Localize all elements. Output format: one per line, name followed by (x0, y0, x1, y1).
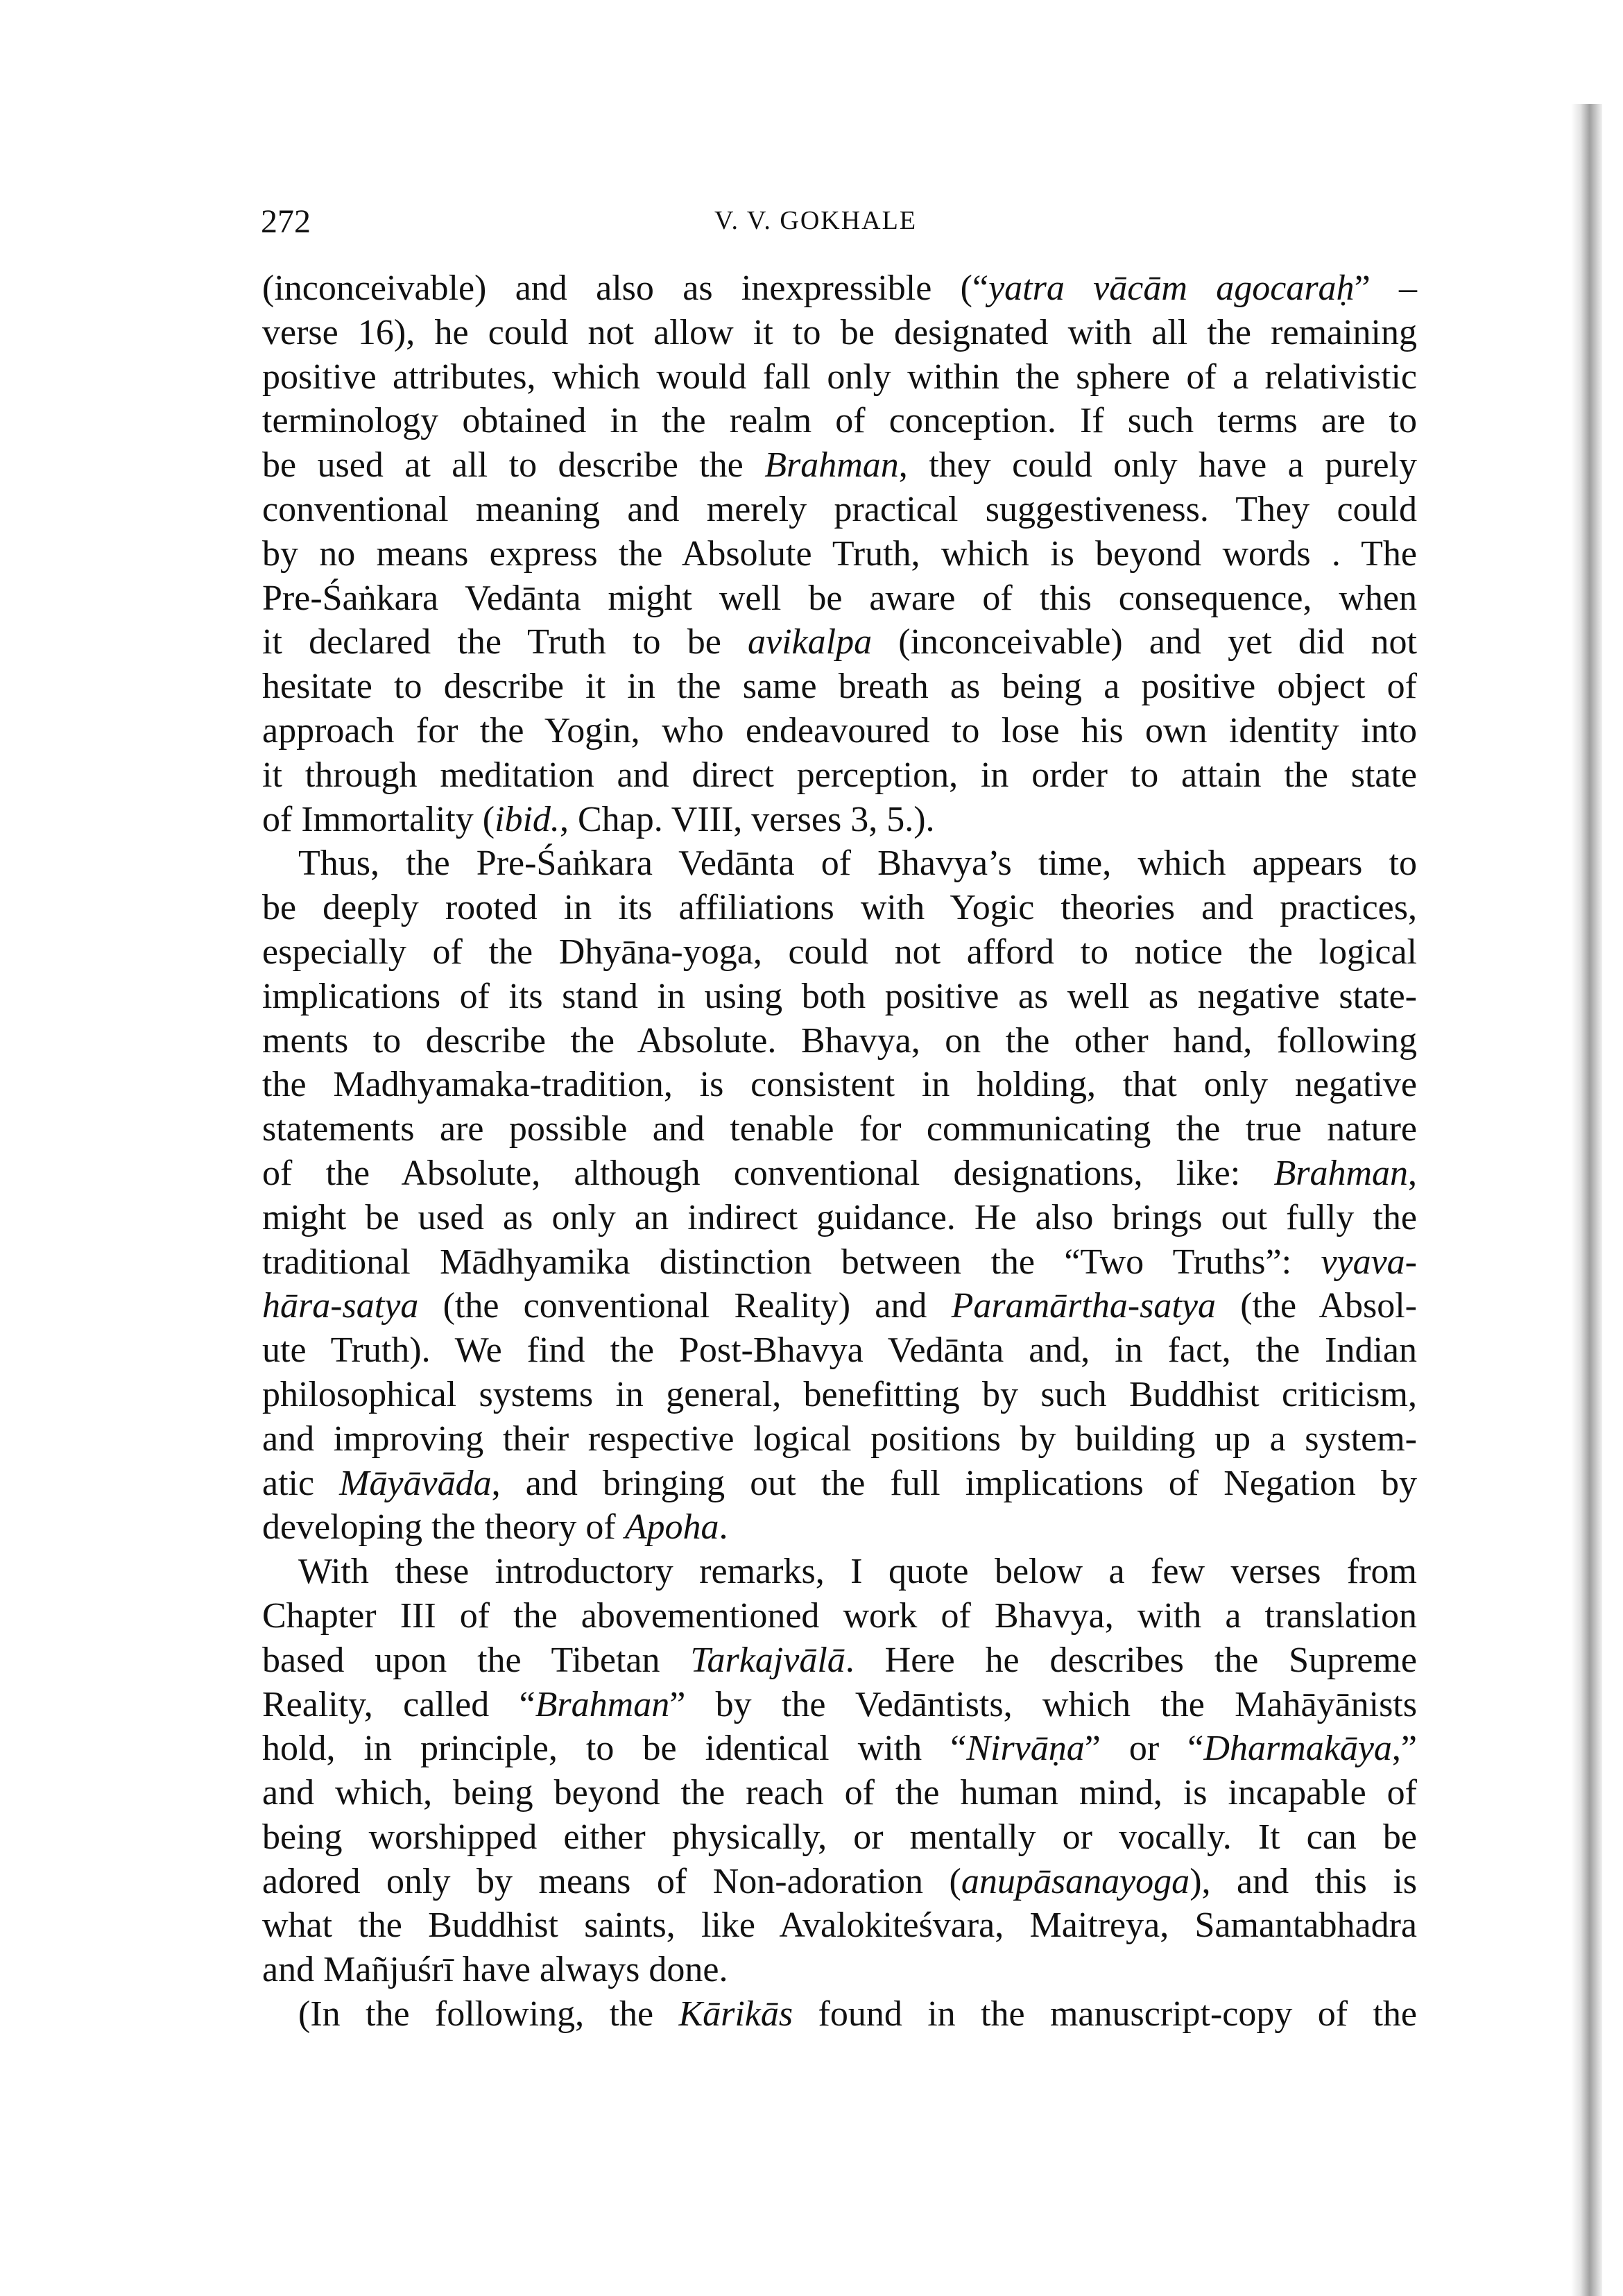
text-run: traditional Mādhyamika distinction between the “Two Truths”: (262, 1242, 1321, 1282)
text-run: , Chap. VIII, verses 3, 5.). (559, 799, 935, 839)
text-line (262, 1373, 1417, 1417)
text-run: of the Absolute, although conventional designations, like: (262, 1153, 1274, 1193)
italic-term: Brahman (764, 445, 899, 486)
text-line (262, 1107, 1417, 1151)
text-run: approach for the Yogin, who endeavoured to lose his own identity into (262, 710, 1417, 751)
text-line (262, 886, 1417, 930)
text-line (262, 532, 1417, 576)
text-line (262, 1860, 1417, 1904)
text-line (262, 1992, 1417, 2037)
paragraph (262, 1992, 1417, 2037)
text-run: be used at all to describe the (262, 445, 765, 486)
text-run: ,” (1391, 1729, 1417, 1769)
text-line (262, 1594, 1417, 1638)
text-run: be deeply rooted in its affiliations with Yogic theories and practices, (262, 888, 1417, 928)
italic-term: Apoha (624, 1507, 719, 1548)
italic-term: vyava- (1321, 1242, 1417, 1282)
text-run: terminology obtained in the realm of conception. If such terms are to (262, 401, 1417, 441)
text-line (262, 798, 1417, 842)
text-run: found in the manuscript-copy of the (793, 1994, 1417, 2034)
text-run: and improving their respective logical positions by building up a system- (262, 1419, 1417, 1459)
text-run: statements are possible and tenable for communicating the true nature (262, 1109, 1417, 1149)
text-run: (inconceivable) and also as inexpressible (“ (262, 268, 989, 308)
text-run: based upon the Tibetan (262, 1640, 691, 1680)
text-run: Thus, the Pre-Śaṅkara Vedānta of Bhavya’s time, which appears to (298, 843, 1417, 884)
text-line (262, 576, 1417, 621)
text-run: by no means express the Absolute Truth, which is beyond words . The (262, 533, 1417, 574)
text-line (262, 1771, 1417, 1815)
text-line (262, 620, 1417, 665)
text-run: ” by the Vedāntists, which the Mahāyānists (669, 1684, 1417, 1724)
text-line (262, 1462, 1417, 1506)
text-run: atic (262, 1463, 340, 1503)
text-line (262, 665, 1417, 709)
text-run: might be used as only an indirect guidance. He also brings out fully the (262, 1197, 1417, 1237)
text-line (262, 930, 1417, 975)
text-run: , and bringing out the full implications of Negation by (491, 1463, 1417, 1503)
italic-term: Paramārtha-satya (951, 1286, 1216, 1326)
text-run: Pre-Śaṅkara Vedānta might well be aware of this consequence, when (262, 578, 1417, 618)
text-line (262, 1727, 1417, 1771)
text-run: With these introductory remarks, I quote below a few verses from (298, 1552, 1417, 1592)
page-edge-shadow (1571, 104, 1602, 2296)
text-line (262, 488, 1417, 532)
text-run: (inconceivable) and yet did not (872, 622, 1417, 662)
text-line (262, 1903, 1417, 1948)
text-line (262, 1948, 1417, 1992)
text-line (262, 841, 1417, 886)
italic-term: yatra vācām agocaraḥ (988, 268, 1355, 308)
italic-term: hāra-satya (262, 1286, 419, 1326)
text-run: it through meditation and direct perception, in order to attain the state (262, 755, 1417, 795)
text-line (262, 1196, 1417, 1240)
text-run: ), and this is (1190, 1861, 1418, 1901)
text-run: it declared the Truth to be (262, 622, 748, 662)
text-run: implications of its stand in using both positive as well as negative state- (262, 976, 1417, 1016)
text-run: verse 16), he could not allow it to be designated with all the remaining (262, 312, 1417, 352)
text-line (262, 1638, 1417, 1683)
paragraph (262, 1550, 1417, 1992)
italic-term: Brahman (1273, 1153, 1408, 1193)
text-line (262, 355, 1417, 400)
text-run: positive attributes, which would fall only within the sphere of a relativistic (262, 357, 1417, 397)
text-line (262, 1240, 1417, 1285)
text-line (262, 753, 1417, 798)
text-run: ” or “ (1084, 1729, 1204, 1769)
text-line (262, 443, 1417, 488)
italic-term: Tarkajvālā (690, 1640, 845, 1680)
text-line (262, 1151, 1417, 1196)
text-run: philosophical systems in general, benefitting by such Buddhist criticism, (262, 1374, 1417, 1414)
italic-term: avikalpa (748, 622, 873, 662)
text-run: hesitate to describe it in the same breath as being a positive object of (262, 667, 1417, 707)
text-run: Reality, called “ (262, 1684, 535, 1724)
text-run: being worshipped either physically, or mentally or vocally. It can be (262, 1817, 1417, 1857)
paragraph (262, 266, 1417, 841)
text-run: . (719, 1507, 728, 1548)
text-line (262, 399, 1417, 443)
text-line (262, 1417, 1417, 1462)
running-head: V. V. GOKHALE (714, 206, 918, 235)
text-line (262, 1063, 1417, 1107)
text-line (262, 1019, 1417, 1063)
text-run: , they could only have a purely (898, 445, 1417, 486)
text-run: . Here he describes the Supreme (845, 1640, 1417, 1680)
text-line (262, 1815, 1417, 1860)
text-line (262, 709, 1417, 753)
text-line (262, 1328, 1417, 1373)
text-run: and which, being beyond the reach of the human mind, is incapable of (262, 1773, 1417, 1813)
text-run: hold, in principle, to be identical with “ (262, 1729, 967, 1769)
text-run: (In the following, the (298, 1994, 679, 2034)
text-line (262, 975, 1417, 1019)
text-run: (the conventional Reality) and (418, 1286, 952, 1326)
italic-term: anupāsanayoga (961, 1861, 1190, 1901)
text-line (262, 1284, 1417, 1328)
text-run: what the Buddhist saints, like Avalokiteśvara, Maitreya, Samantabhadra (262, 1905, 1417, 1946)
text-run: developing the theory of (262, 1507, 625, 1548)
text-run: especially of the Dhyāna-yoga, could not afford to notice the logical (262, 932, 1417, 972)
text-line (262, 311, 1417, 355)
italic-term: Nirvāṇa (966, 1729, 1085, 1769)
text-line (262, 266, 1417, 311)
text-run: ute Truth). We find the Post-Bhavya Vedānta and, in fact, the Indian (262, 1330, 1417, 1371)
paragraph (262, 841, 1417, 1550)
text-run: ” – (1354, 268, 1417, 308)
text-run: the Madhyamaka-tradition, is consistent in holding, that only negative (262, 1065, 1417, 1105)
text-run: adored only by means of Non-adoration ( (262, 1861, 961, 1901)
text-run: Chapter III of the abovementioned work of Bhavya, with a translation (262, 1595, 1417, 1636)
body-text (262, 266, 1417, 2037)
italic-term: Māyāvāda (339, 1463, 492, 1503)
text-run: ments to describe the Absolute. Bhavya, on the other hand, following (262, 1020, 1417, 1061)
text-run: of Immortality ( (262, 799, 495, 839)
text-run: , (1408, 1153, 1417, 1193)
text-line (262, 1683, 1417, 1727)
italic-term: ibid. (495, 799, 560, 839)
italic-term: Kārikās (678, 1994, 793, 2034)
text-line (262, 1550, 1417, 1594)
text-run: and Mañjuśrī have always done. (262, 1950, 728, 1990)
italic-term: Brahman (535, 1684, 670, 1724)
page-number: 272 (261, 203, 311, 240)
text-run: conventional meaning and merely practical suggestiveness. They could (262, 489, 1417, 529)
text-run: (the Absol- (1215, 1286, 1417, 1326)
text-line (262, 1505, 1417, 1550)
italic-term: Dharmakāya (1203, 1729, 1392, 1769)
